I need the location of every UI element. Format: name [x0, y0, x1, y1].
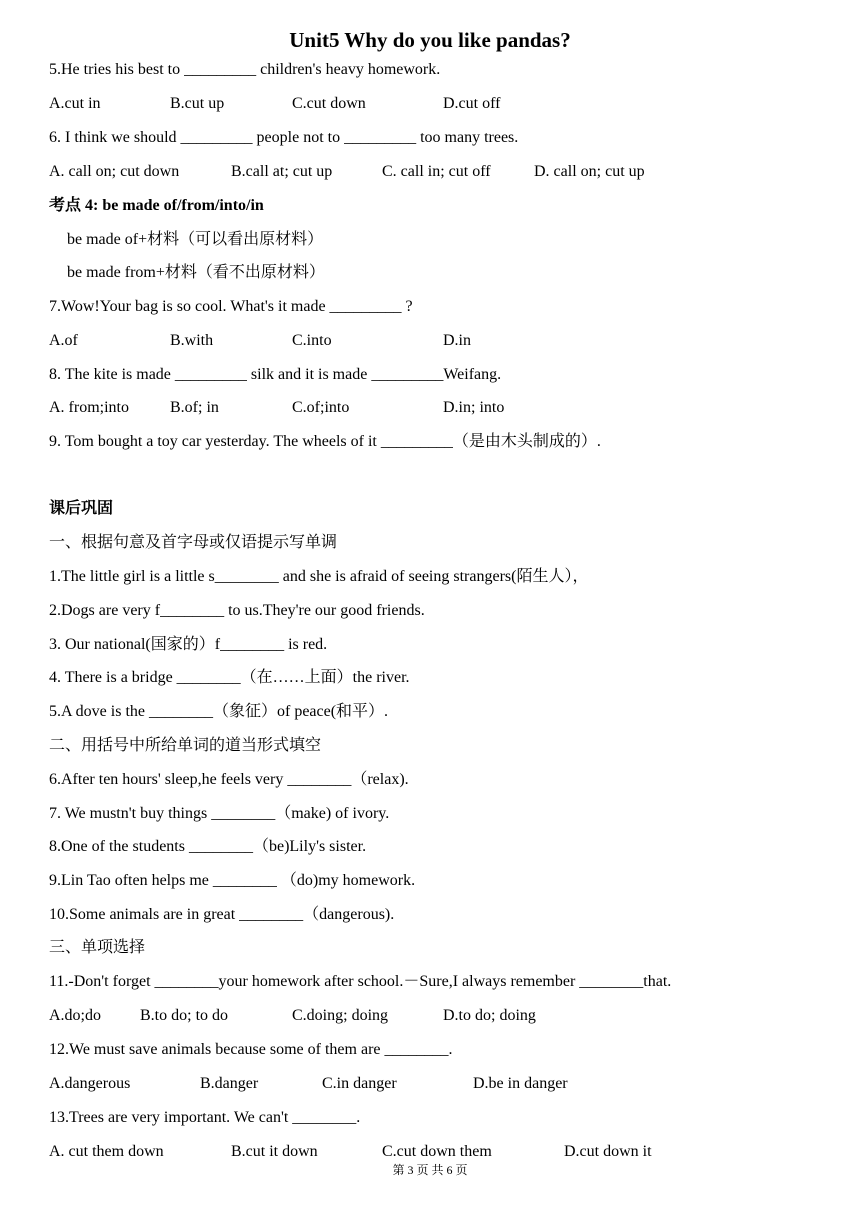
question-line: 9.Lin Tao often helps me ________ （do)my homework. [49, 872, 416, 889]
option-d: D.in [443, 332, 471, 349]
option-a: A.cut in [49, 95, 101, 112]
question-line: 2.Dogs are very f________ to us.They're our good friends. [49, 602, 425, 619]
option-a: A. from;into [49, 399, 129, 416]
question-line: 3. Our national(国家的）f________ is red. [49, 636, 328, 653]
question-line: 9. Tom bought a toy car yesterday. The wheels of it _________（是由木头制成的）. [49, 433, 601, 450]
option-d: D.cut off [443, 95, 501, 112]
question-line: 6.After ten hours' sleep,he feels very ________（relax). [49, 771, 409, 788]
option-d: D.be in danger [473, 1075, 568, 1092]
section-subheading: 一、根据句意及首字母或仅语提示写单调 [49, 534, 338, 551]
option-b: B.danger [200, 1075, 259, 1092]
option-c: C.into [292, 332, 332, 349]
option-d: D.in; into [443, 399, 505, 416]
option-a: A.do;do [49, 1007, 101, 1024]
question-line: 13.Trees are very important. We can't ________. [49, 1109, 361, 1126]
option-b: B.with [170, 332, 214, 349]
option-c: C.cut down them [382, 1143, 492, 1160]
question-line: 12.We must save animals because some of them are ________. [49, 1041, 453, 1058]
question-line: 10.Some animals are in great ________（dangerous). [49, 906, 395, 923]
question-line: 7.Wow!Your bag is so cool. What's it made _________ ? [49, 298, 413, 315]
note-line: be made of+材料（可以看出原材料） [67, 231, 324, 248]
option-a: A. call on; cut down [49, 163, 180, 180]
section-subheading: 三、单项选择 [49, 939, 146, 956]
option-d: D.cut down it [564, 1143, 652, 1160]
option-c: C.doing; doing [292, 1007, 389, 1024]
section-subheading: 二、用括号中所给单词的道当形式填空 [49, 737, 322, 754]
question-line: 5.He tries his best to _________ children's heavy homework. [49, 61, 441, 78]
option-b: B.call at; cut up [231, 163, 333, 180]
option-b: B.cut up [170, 95, 225, 112]
option-a: A.dangerous [49, 1075, 131, 1092]
option-b: B.to do; to do [140, 1007, 229, 1024]
question-line: 6. I think we should _________ people not to _________ too many trees. [49, 129, 519, 146]
option-c: C. call in; cut off [382, 163, 491, 180]
section-heading: 课后巩固 [49, 500, 114, 517]
page-title: Unit5 Why do you like pandas? [289, 28, 571, 52]
question-line: 5.A dove is the ________（象征）of peace(和平）. [49, 703, 389, 720]
option-a: A.of [49, 332, 78, 349]
option-d: D.to do; doing [443, 1007, 536, 1024]
note-line: be made from+材料（看不出原材料） [67, 264, 325, 281]
question-line: 8.One of the students ________（be)Lily's sister. [49, 838, 367, 855]
question-line: 4. There is a bridge ________（在……上面）the river. [49, 669, 410, 686]
page-footer: 第 3 页 共 6 页 [392, 1163, 468, 1177]
option-b: B.cut it down [231, 1143, 318, 1160]
option-c: C.in danger [322, 1075, 397, 1092]
question-line: 8. The kite is made _________ silk and it is made _________Weifang. [49, 366, 502, 383]
question-line: 1.The little girl is a little s________ and she is afraid of seeing strangers(陌生人）， [49, 568, 589, 585]
section-heading: 考点 4: be made of/from/into/in [49, 197, 264, 214]
option-c: C.cut down [292, 95, 366, 112]
question-line: 11.-Don't forget ________your homework after school.－Sure,I always remember ________that. [49, 973, 672, 990]
option-d: D. call on; cut up [534, 163, 645, 180]
option-b: B.of; in [170, 399, 219, 416]
question-line: 7. We mustn't buy things ________（make) of ivory. [49, 805, 390, 822]
option-a: A. cut them down [49, 1143, 164, 1160]
option-c: C.of;into [292, 399, 350, 416]
